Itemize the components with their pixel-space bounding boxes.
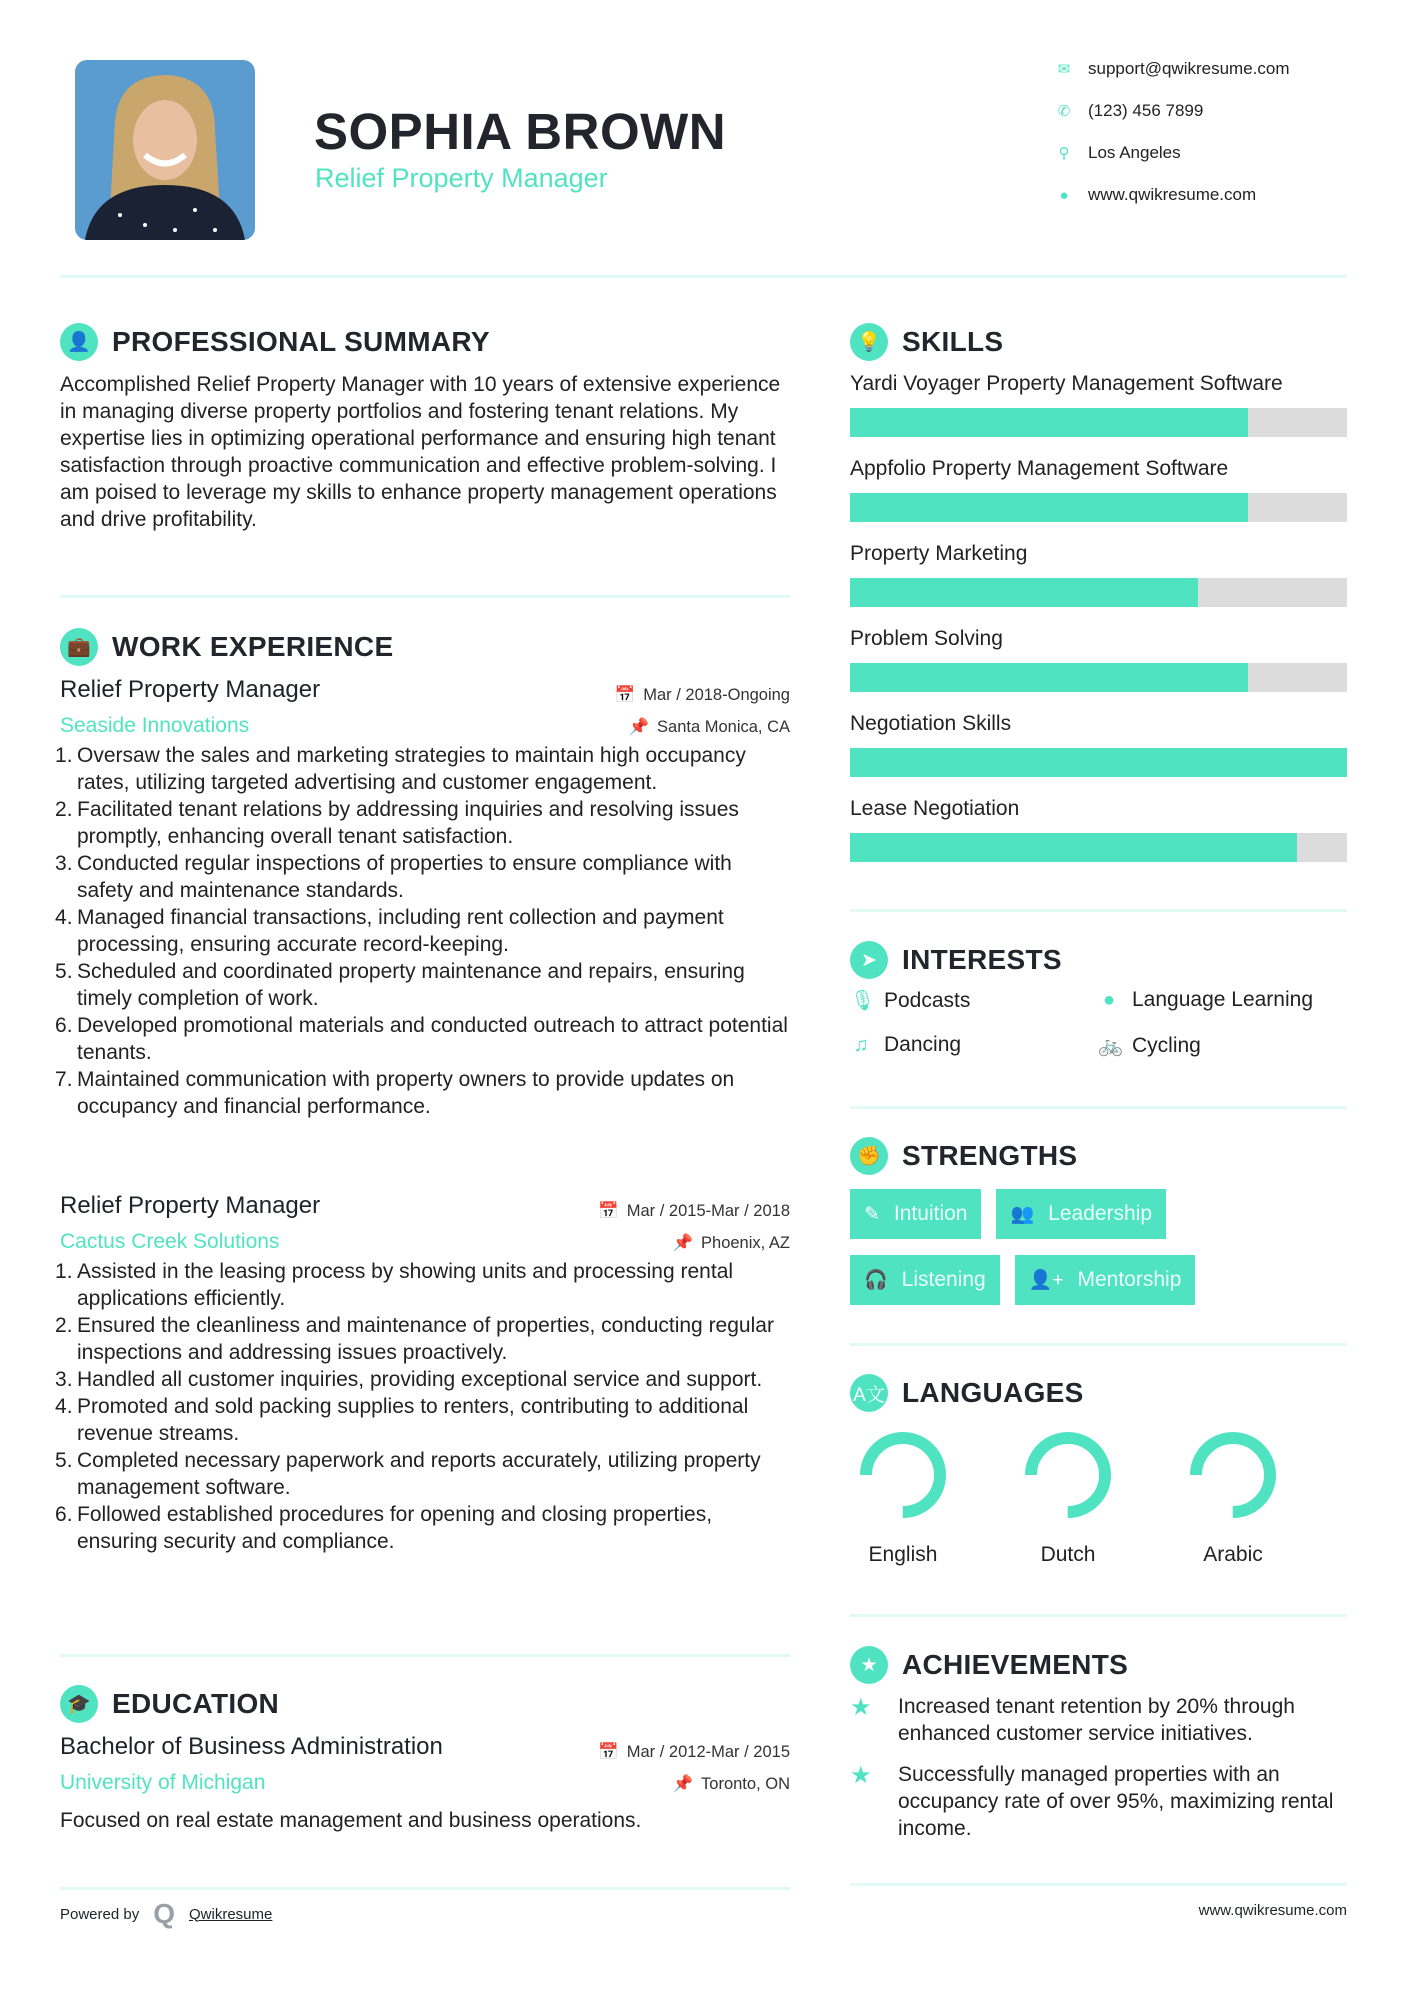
achievements-heading: [850, 1645, 1128, 1685]
date-text: Mar / 2012-Mar / 2015: [626, 1743, 790, 1761]
section-title: LANGUAGES: [902, 1377, 1084, 1408]
achievement-item: [850, 1761, 1350, 1842]
location-text: Santa Monica, CA: [657, 718, 790, 736]
pin-icon: 📌: [672, 1234, 694, 1252]
skill-bar-fill: [850, 578, 1198, 607]
fist-icon: ✊: [850, 1137, 888, 1175]
calendar-icon: 📅: [614, 686, 636, 704]
calendar-icon: 📅: [598, 1202, 619, 1220]
skill-bar-fill: [850, 493, 1248, 522]
powered-by-text: Powered by: [60, 1905, 140, 1923]
skill-bar: [850, 663, 1347, 692]
bullet-item: Ensured the cleanliness and maintenance of properties, conducting regular inspections and addressing issues proactively.: [77, 1314, 774, 1364]
phone-icon: ✆: [1057, 103, 1071, 120]
music-icon: ♫: [853, 1033, 869, 1056]
section-title: INTERESTS: [902, 944, 1062, 975]
section-title: EDUCATION: [112, 1688, 280, 1719]
skills-heading: [850, 322, 1003, 362]
job-entry: [60, 1192, 790, 1553]
contact-email[interactable]: [1056, 57, 1290, 81]
interest-item: [850, 988, 970, 1013]
bullet-item: Scheduled and coordinated property maintenance and repairs, ensuring timely completion of work.: [77, 960, 745, 1010]
footer-powered: [60, 1898, 272, 1930]
candidate-name: SOPHIA BROWN: [314, 103, 727, 160]
contact-phone: [1056, 99, 1203, 123]
divider: [60, 1654, 790, 1657]
strength-tag: [996, 1189, 1166, 1239]
brand-link[interactable]: Qwikresume: [189, 1905, 273, 1923]
skill-bar-fill: [850, 663, 1248, 692]
location-text: Phoenix, AZ: [701, 1234, 790, 1252]
section-title: ACHIEVEMENTS: [902, 1649, 1129, 1680]
star-icon: ★: [850, 1762, 872, 1789]
interest-label: Cycling: [1132, 1033, 1201, 1057]
skill-name: Lease Negotiation: [850, 797, 1020, 820]
education-description: Focused on real estate management and business operations.: [60, 1809, 642, 1832]
interest-item: [1098, 988, 1313, 1012]
achievement-text: Successfully managed properties with an occupancy rate of over 95%, maximizing rental income.: [898, 1763, 1334, 1840]
interest-label: Language Learning: [1132, 988, 1314, 1011]
section-title: PROFESSIONAL SUMMARY: [112, 326, 490, 357]
candidate-title: Relief Property Manager: [315, 163, 608, 193]
bullet-item: Maintained communication with property owners to provide updates on occupancy and financial performance.: [77, 1068, 735, 1118]
graduation-cap-icon: 🎓: [60, 1685, 98, 1723]
language-gauge-arc: [866, 1438, 940, 1512]
bullet-item: Developed promotional materials and conducted outreach to attract potential tenants.: [77, 1014, 788, 1064]
pin-icon: 📌: [628, 718, 650, 736]
bullet-item: Followed established procedures for opening and closing properties, ensuring security and compliance.: [77, 1503, 713, 1553]
strengths-heading: [850, 1136, 1077, 1176]
interest-item: [1098, 1033, 1201, 1058]
divider: [850, 1343, 1347, 1346]
contact-website[interactable]: [1056, 183, 1256, 207]
achievement-text: Increased tenant retention by 20% through enhanced customer service initiatives.: [898, 1695, 1295, 1745]
divider: [60, 595, 790, 598]
strength-label: Listening: [901, 1268, 986, 1291]
paper-plane-icon: ➤: [850, 941, 888, 979]
star-badge-icon: ★: [850, 1646, 888, 1684]
contact-text: www.qwikresume.com: [1088, 185, 1257, 204]
skill-name: Negotiation Skills: [850, 712, 1012, 735]
skill-bar: [850, 833, 1347, 862]
date-text: Mar / 2018-Ongoing: [643, 686, 790, 704]
school-name: University of Michigan: [60, 1771, 266, 1794]
job-bullets: [77, 1258, 790, 1555]
degree: Bachelor of Business Administration: [60, 1733, 443, 1760]
bullet-item: Handled all customer inquiries, providing exceptional service and support.: [77, 1368, 763, 1391]
globe-icon: ●: [1102, 988, 1116, 1011]
skill-bar-fill: [850, 408, 1248, 437]
interest-label: Podcasts: [884, 988, 971, 1012]
interest-item: [850, 1033, 961, 1057]
divider: [850, 1883, 1347, 1886]
job-title: Relief Property Manager: [60, 1192, 321, 1219]
education-heading: [60, 1684, 279, 1724]
microphone-icon: 🎙: [850, 990, 876, 1012]
headphones-icon: 🎧: [864, 1270, 888, 1291]
divider: [60, 1887, 790, 1890]
summary-text: Accomplished Relief Property Manager with 10 years of extensive experience in managing diverse property portfolios and fostering tenant relations. My expertise lies in optimizing operational performance and ensuring high tenant satisfaction through proactive communication and effective problem-solving. I am poised to leverage my skills to enhance property management operations and drive profitability.: [60, 373, 781, 531]
magic-wand-icon: ✎: [864, 1203, 880, 1225]
contact-text: support@qwikresume.com: [1088, 59, 1290, 78]
date-text: Mar / 2015-Mar / 2018: [626, 1202, 790, 1220]
language-gauge-arc: [1196, 1438, 1270, 1512]
strengths-row: [850, 1189, 1166, 1239]
briefcase-icon: 💼: [60, 628, 98, 666]
job-date: [615, 684, 790, 706]
footer-site[interactable]: www.qwikresume.com: [1198, 1902, 1347, 1919]
divider: [850, 909, 1347, 912]
section-title: SKILLS: [902, 326, 1004, 357]
job-entry: [60, 676, 790, 1118]
language-name: Arabic: [1203, 1543, 1263, 1566]
lightbulb-icon: 💡: [850, 323, 888, 361]
skill-bar: [850, 578, 1347, 607]
skill-name: Appfolio Property Management Software: [850, 457, 1229, 480]
job-title: Relief Property Manager: [60, 676, 321, 703]
language-gauge: [1018, 1425, 1118, 1530]
summary-heading: [60, 322, 490, 362]
strength-label: Leadership: [1048, 1202, 1153, 1225]
education-location: [672, 1773, 790, 1795]
company-name: Seaside Innovations: [60, 714, 250, 737]
bullet-item: Oversaw the sales and marketing strategies to maintain high occupancy rates, utilizing targeted advertising and customer engagement.: [77, 744, 746, 794]
achievement-item: [850, 1693, 1350, 1747]
language-gauge: [1183, 1425, 1283, 1530]
strength-label: Mentorship: [1077, 1268, 1182, 1291]
job-location: [672, 1232, 790, 1254]
education-date: [598, 1741, 790, 1763]
section-title: STRENGTHS: [902, 1140, 1078, 1171]
job-location: [628, 716, 790, 738]
location-icon: ⚲: [1058, 145, 1070, 162]
bullet-item: Managed financial transactions, including rent collection and payment processing, ensuring accurate record-keeping.: [77, 906, 724, 956]
star-icon: ★: [850, 1694, 872, 1721]
strength-tag: [1015, 1255, 1196, 1305]
bicycle-icon: 🚲: [1098, 1035, 1123, 1057]
bullet-item: Facilitated tenant relations by addressing inquiries and resolving issues promptly, enhancing overall tenant satisfaction.: [77, 798, 739, 848]
bullet-item: Conducted regular inspections of properties to ensure compliance with safety and maintenance standards.: [77, 852, 732, 902]
skill-bar: [850, 748, 1347, 777]
location-text: Toronto, ON: [701, 1775, 790, 1793]
interests-heading: [850, 940, 1062, 980]
language-gauge: [853, 1425, 953, 1530]
skill-bar-fill: [850, 833, 1297, 862]
language-icon: A文: [850, 1374, 888, 1412]
experience-heading: [60, 627, 393, 667]
language-name: Dutch: [1040, 1543, 1096, 1566]
email-icon: ✉: [1057, 61, 1071, 78]
job-bullets: [77, 742, 790, 1120]
skill-bar-fill: [850, 748, 1347, 777]
users-icon: 👥: [1010, 1204, 1035, 1225]
contact-text: (123) 456 7899: [1088, 101, 1204, 120]
user-icon: 👤: [60, 323, 98, 361]
strength-tag: [850, 1255, 1000, 1305]
skill-bar: [850, 493, 1347, 522]
strength-label: Intuition: [893, 1202, 968, 1225]
header-divider: [60, 275, 1347, 278]
skill-name: Yardi Voyager Property Management Software: [850, 372, 1283, 395]
strength-tag: [850, 1189, 981, 1239]
calendar-icon: 📅: [598, 1743, 619, 1761]
language-gauge-arc: [1031, 1438, 1105, 1512]
company-name: Cactus Creek Solutions: [60, 1230, 280, 1253]
divider: [850, 1106, 1347, 1109]
user-plus-icon: 👤+: [1028, 1270, 1064, 1291]
bullet-item: Completed necessary paperwork and reports accurately, utilizing property management software.: [77, 1449, 761, 1499]
skill-name: Property Marketing: [850, 542, 1028, 565]
contact-text: Los Angeles: [1088, 143, 1181, 162]
globe-icon: ●: [1059, 186, 1069, 204]
qwikresume-logo-icon: Q: [153, 1898, 175, 1929]
bullet-item: Assisted in the leasing process by showing units and processing rental applications efficiently.: [77, 1260, 734, 1310]
bullet-item: Promoted and sold packing supplies to renters, contributing to additional revenue streams.: [77, 1395, 749, 1445]
profile-photo: [75, 60, 255, 240]
job-date: [598, 1200, 790, 1222]
skill-bar: [850, 408, 1347, 437]
strengths-row: [850, 1255, 1195, 1305]
contact-location: [1056, 141, 1181, 165]
language-name: English: [868, 1543, 938, 1566]
divider: [850, 1614, 1347, 1617]
interest-label: Dancing: [884, 1033, 962, 1056]
education-entry: [60, 1733, 790, 1832]
languages-heading: [850, 1373, 1084, 1413]
pin-icon: 📌: [672, 1775, 694, 1793]
section-title: WORK EXPERIENCE: [112, 631, 394, 662]
skill-name: Problem Solving: [850, 627, 1003, 650]
